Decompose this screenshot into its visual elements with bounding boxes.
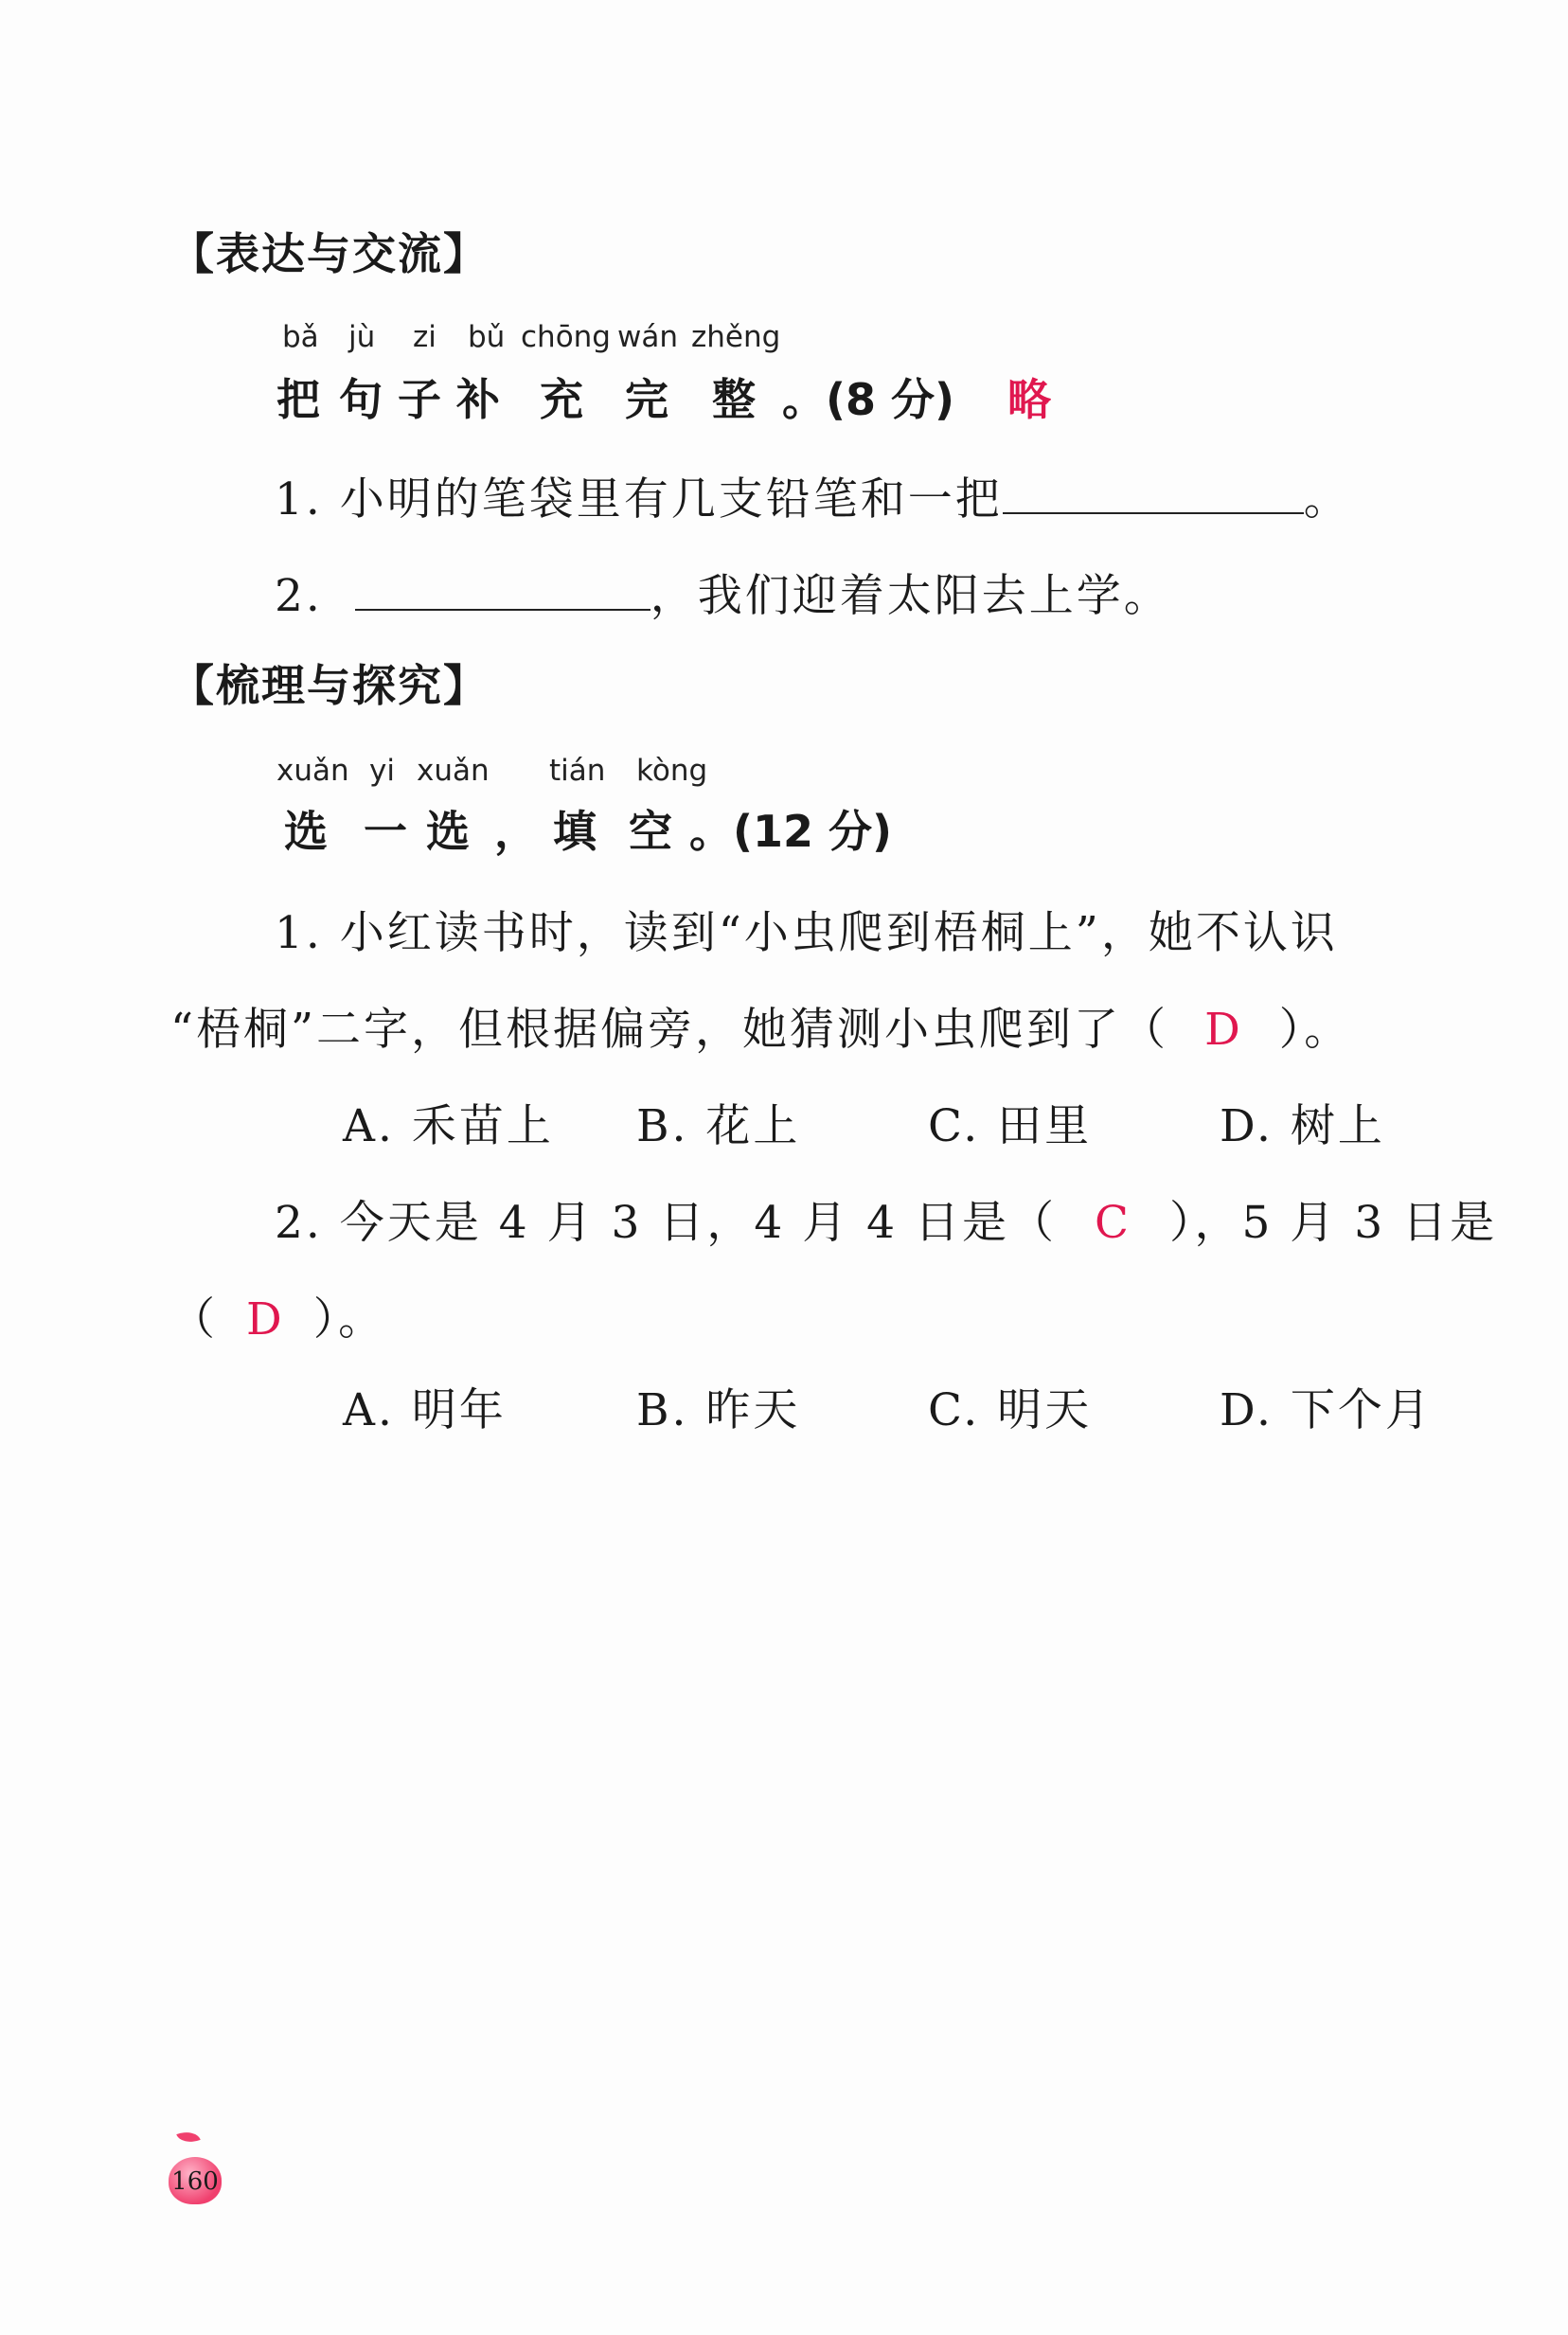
- question-1-line2: [170, 994, 1351, 1058]
- question-text: ，我们迎着太阳去上学。: [650, 570, 1171, 622]
- instruction-score: 。(8 分): [782, 374, 955, 425]
- answer-mark: C: [1094, 1197, 1131, 1249]
- pinyin-kong: kòng: [636, 754, 708, 788]
- question-text: 1. 小明的笔袋里有几支铅笔和一把: [275, 473, 1003, 526]
- question-2: [275, 561, 1171, 624]
- instr-char: 完: [625, 374, 668, 425]
- pinyin-zheng: zhěng: [691, 320, 781, 354]
- instr-char: ，: [494, 806, 538, 857]
- question-text: ），5 月 3 日是: [1168, 1197, 1498, 1249]
- answer-mark: D: [246, 1293, 285, 1346]
- question-end: ）。: [312, 1293, 386, 1346]
- leaf-icon: [176, 2128, 200, 2148]
- instr-char: 句: [339, 374, 383, 425]
- question-end: ）。: [1278, 1004, 1352, 1056]
- question-text: 2. 今天是 4 月 3 日，4 月 4 日是（: [275, 1197, 1057, 1249]
- question-end: 。: [1303, 473, 1351, 526]
- question-text: “梧桐”二字，但根据偏旁，她猜测小虫爬到了（: [170, 1004, 1169, 1056]
- instr-char: 选: [426, 806, 470, 857]
- instruction-score: 。(12 分): [689, 806, 893, 857]
- pinyin-ba: bǎ: [282, 320, 319, 354]
- question-1-line1: 1. 小红读书时，读到“小虫爬到梧桐上”，她不认识: [275, 907, 1338, 959]
- option-a: A. 禾苗上: [343, 1100, 554, 1152]
- page-number: 160: [169, 2157, 222, 2204]
- question-number: 2.: [275, 570, 323, 622]
- question-2-line1: [275, 1187, 1497, 1251]
- option-c: C. 明天: [928, 1384, 1093, 1436]
- instr-char: 整: [712, 374, 756, 425]
- option-a: A. 明年: [343, 1384, 507, 1436]
- pinyin-ju: jù: [348, 320, 376, 354]
- answer-blank: [1003, 474, 1304, 514]
- question-text: （: [170, 1293, 218, 1346]
- instr-char: 子: [398, 374, 441, 425]
- instr-char: 一: [364, 806, 407, 857]
- option-b: B. 花上: [636, 1100, 801, 1152]
- instr-char: 补: [456, 374, 500, 425]
- pinyin-wan: wán: [617, 320, 678, 354]
- question-1: [275, 464, 1351, 527]
- option-b: B. 昨天: [636, 1384, 801, 1436]
- answer-omitted: 略: [1007, 374, 1051, 425]
- pinyin-tian: tián: [549, 754, 606, 788]
- answer-blank: [355, 571, 650, 611]
- section-title-expression: 【表达与交流】: [170, 228, 489, 279]
- pinyin-xuan: xuǎn: [417, 754, 490, 788]
- instr-char: 充: [540, 374, 583, 425]
- option-c: C. 田里: [928, 1100, 1093, 1152]
- section-title-exploration: 【梳理与探究】: [170, 660, 489, 711]
- instr-char: 选: [284, 806, 328, 857]
- option-d: D. 树上: [1220, 1100, 1385, 1152]
- pinyin-yi: yi: [369, 754, 395, 788]
- instr-char: 空: [629, 806, 672, 857]
- pinyin-xuan: xuǎn: [276, 754, 349, 788]
- instr-char: 把: [276, 374, 320, 425]
- question-2-line2: [170, 1284, 385, 1347]
- pinyin-chong: chōng: [521, 320, 611, 354]
- option-d: D. 下个月: [1220, 1384, 1433, 1436]
- pinyin-bu: bǔ: [468, 320, 506, 354]
- instr-char: 填: [553, 806, 597, 857]
- answer-mark: D: [1204, 1004, 1243, 1056]
- pinyin-zi: zi: [413, 320, 437, 354]
